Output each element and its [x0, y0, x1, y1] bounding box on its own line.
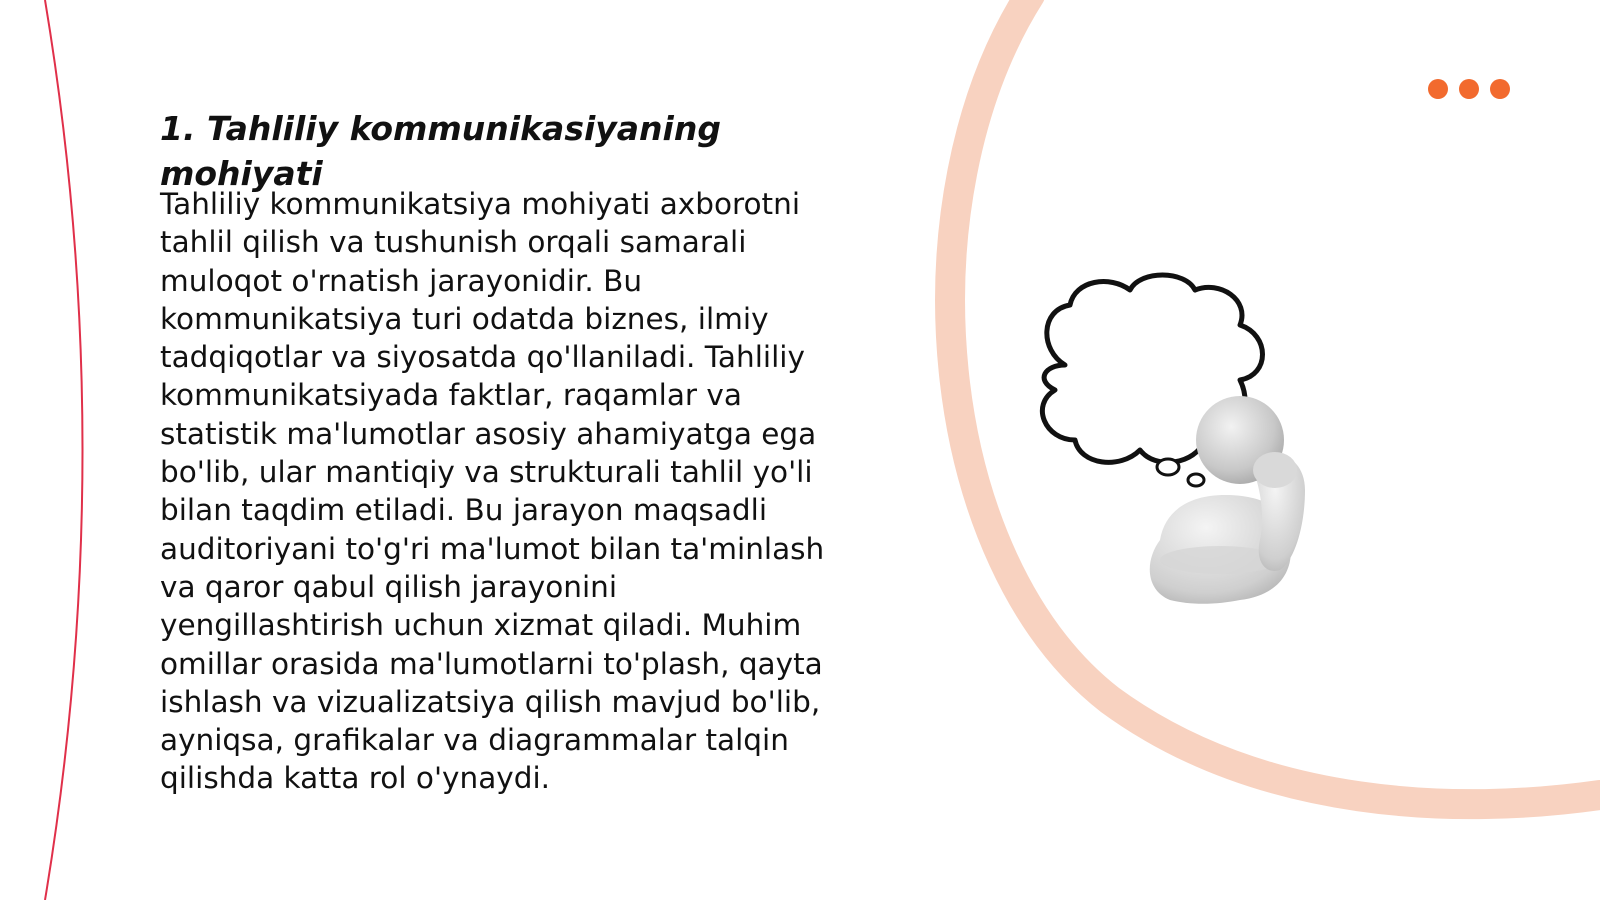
dot-icon: [1428, 79, 1448, 99]
dot-icon: [1490, 79, 1510, 99]
thinking-person-illustration: [1025, 270, 1365, 620]
decorative-dots: [1428, 79, 1510, 99]
slide-body-text: Tahliliy kommunikatsiya mohiyati axborotni tahlil qilish va tushunish orqali samarali muloqot o'rnatish jarayonidir. Bu kommunikatsiya turi odatda biznes, ilmiy tadqiqotlar va siyosatda qo'llaniladi. Tahliliy kommunikatsiyada faktlar, raqamlar va statistik ma'lumotlar asosiy ahamiyatga ega bo'lib, ular mantiqiy va strukturali tahlil yo'li bilan taqdim etiladi. Bu jarayon maqsadli auditoriyani to'g'ri ma'lumot bilan ta'minlash va qaror qabul qilish jarayonini yengillashtirish uchun xizmat qiladi. Muhim omillar orasida ma'lumotlarni to'plash, qayta ishlash va vizualizatsiya qilish mavjud bo'lib, ayniqsa, grafikalar va diagrammalar talqin qilishda katta rol o'ynaydi.: [160, 187, 825, 796]
dot-icon: [1459, 79, 1479, 99]
left-curve-line: [45, 0, 83, 900]
slide-title: 1. Tahliliy kommunikasiyaning mohiyati: [160, 109, 721, 193]
